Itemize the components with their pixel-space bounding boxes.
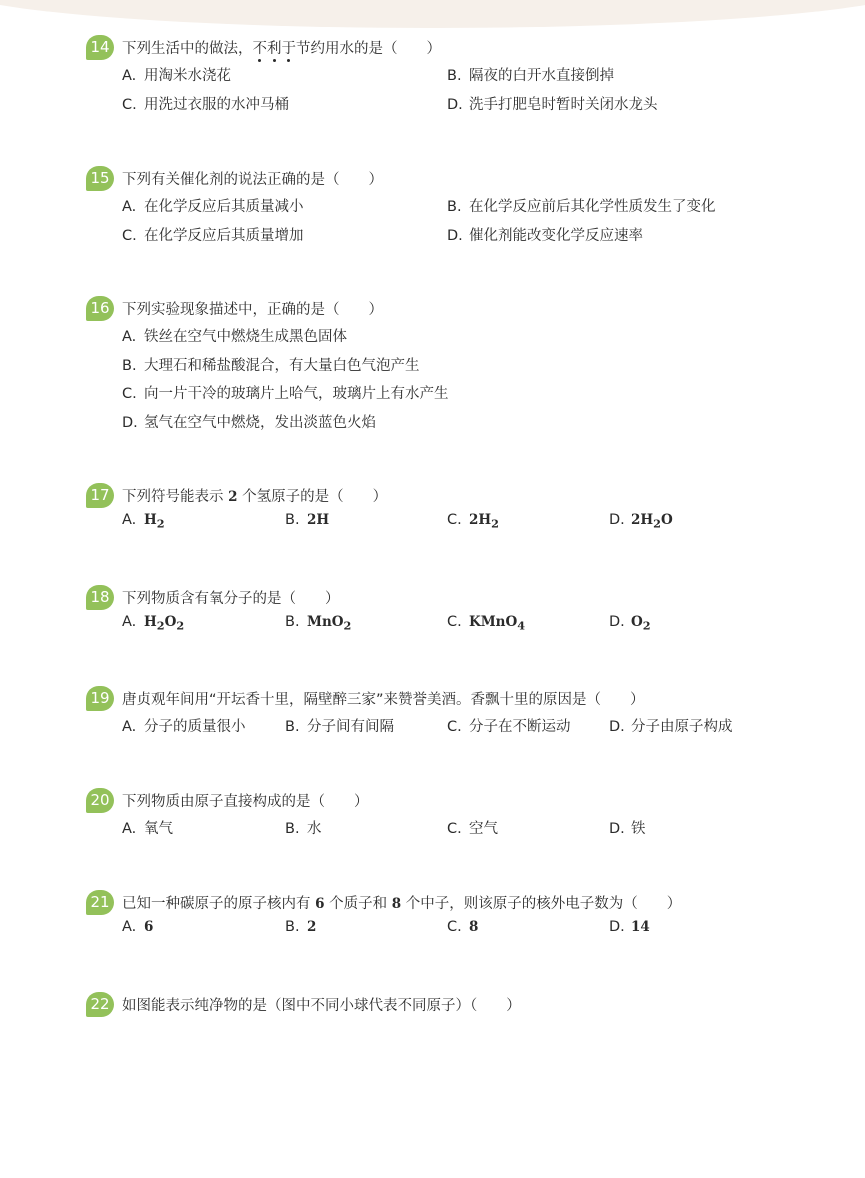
formula: $H_2$ bbox=[144, 512, 165, 531]
question-16 bbox=[86, 297, 806, 439]
formula: KMnO$_4$ bbox=[469, 614, 526, 633]
option-b[interactable]: B. 在化学反应前后其化学性质发生了变化 bbox=[447, 199, 716, 215]
formula: MnO$_2$ bbox=[307, 614, 352, 633]
option-d[interactable]: D. 14 bbox=[609, 919, 650, 935]
option-a[interactable]: A. 在化学反应后其质量减小 bbox=[122, 199, 304, 215]
option-d[interactable]: D. 催化剂能改变化学反应速率 bbox=[447, 227, 643, 244]
option-c[interactable]: C. KMnO$_4$ bbox=[447, 614, 526, 633]
option-d[interactable]: D. 铁 bbox=[609, 821, 646, 837]
option-b[interactable]: B. MnO$_2$ bbox=[285, 614, 352, 633]
option-c[interactable]: C. 在化学反应后其质量增加 bbox=[122, 227, 304, 244]
option-d[interactable]: D. 洗手打肥皂时暂时关闭水龙头 bbox=[447, 96, 658, 113]
option-c[interactable]: C. 用洗过衣服的水冲马桶 bbox=[122, 96, 289, 113]
question-stem: 已知一种碳原子的原子核内有 6 个质子和 8 个中子，则该原子的核外电子数为（ ） bbox=[122, 896, 682, 912]
option-b[interactable]: B. 2H bbox=[285, 512, 330, 528]
formula: $2H_2O$ bbox=[631, 512, 673, 531]
question-stem: 下列符号能表示 2 个氢原子的是（ ） bbox=[122, 489, 388, 505]
option-c[interactable]: C. $2H_2$ bbox=[447, 512, 499, 531]
question-14 bbox=[86, 36, 806, 121]
formula: $O_2$ bbox=[631, 614, 651, 633]
header-decoration bbox=[0, 0, 865, 28]
option-a[interactable]: A. 铁丝在空气中燃烧生成黑色固体 bbox=[122, 329, 347, 345]
formula: $H_2O_2$ bbox=[144, 614, 185, 633]
question-stem: 下列有关催化剂的说法正确的是（ ） bbox=[122, 172, 383, 188]
emphasis-char: 利 bbox=[267, 41, 282, 57]
option-a[interactable]: A. 分子的质量很小 bbox=[122, 719, 246, 735]
question-number-badge: 18 bbox=[86, 585, 114, 610]
question-number-badge: 16 bbox=[86, 296, 114, 321]
option-a[interactable]: A. $H_2$ bbox=[122, 512, 165, 531]
option-b[interactable]: B. 分子间有间隔 bbox=[285, 719, 394, 735]
question-19 bbox=[86, 687, 806, 744]
question-number-badge: 20 bbox=[86, 788, 114, 813]
option-a[interactable]: A. 6 bbox=[122, 919, 154, 935]
question-number-badge: 22 bbox=[86, 992, 114, 1017]
formula: $2H_2$ bbox=[469, 512, 499, 531]
option-b[interactable]: B. 隔夜的白开水直接倒掉 bbox=[447, 68, 614, 84]
emphasis-char: 不 bbox=[252, 41, 267, 57]
option-b[interactable]: B. 大理石和稀盐酸混合，有大量白色气泡产生 bbox=[122, 357, 420, 374]
option-d[interactable]: D. 氢气在空气中燃烧，发出淡蓝色火焰 bbox=[122, 414, 376, 431]
option-d[interactable]: D. $O_2$ bbox=[609, 614, 651, 633]
question-22 bbox=[86, 993, 806, 1021]
formula: 2H bbox=[307, 512, 330, 528]
question-20 bbox=[86, 789, 806, 846]
option-a[interactable]: A. 用淘米水浇花 bbox=[122, 68, 231, 84]
question-17 bbox=[86, 484, 806, 541]
option-c[interactable]: C. 8 bbox=[447, 919, 479, 935]
question-18 bbox=[86, 586, 806, 643]
question-number-badge: 14 bbox=[86, 35, 114, 60]
option-a[interactable]: A. $H_2O_2$ bbox=[122, 614, 185, 633]
option-c[interactable]: C. 空气 bbox=[447, 821, 498, 837]
question-stem: 下列生活中的做法，不利于节约用水的是（ ） bbox=[122, 41, 441, 57]
question-number-badge: 15 bbox=[86, 166, 114, 191]
option-b[interactable]: B. 水 bbox=[285, 821, 322, 837]
option-c[interactable]: C. 向一片干冷的玻璃片上哈气，玻璃片上有水产生 bbox=[122, 386, 449, 402]
option-d[interactable]: D. 分子由原子构成 bbox=[609, 719, 733, 735]
option-c[interactable]: C. 分子在不断运动 bbox=[447, 719, 571, 735]
option-b[interactable]: B. 2 bbox=[285, 919, 317, 935]
question-stem: 唐贞观年间用“开坛香十里，隔壁醉三家”来赞誉美酒。香飘十里的原因是（ ） bbox=[122, 692, 645, 708]
question-number-badge: 21 bbox=[86, 890, 114, 915]
question-stem: 下列物质由原子直接构成的是（ ） bbox=[122, 794, 369, 810]
option-d[interactable]: D. $2H_2O$ bbox=[609, 512, 673, 531]
question-stem: 下列物质含有氧分子的是（ ） bbox=[122, 591, 340, 607]
question-stem: 如图能表示纯净物的是（图中不同小球代表不同原子）（ ） bbox=[122, 998, 521, 1014]
question-15 bbox=[86, 167, 806, 252]
question-21 bbox=[86, 891, 806, 948]
question-number-badge: 19 bbox=[86, 686, 114, 711]
option-a[interactable]: A. 氧气 bbox=[122, 821, 173, 837]
emphasis-char: 于 bbox=[281, 41, 296, 57]
question-number-badge: 17 bbox=[86, 483, 114, 508]
question-stem: 下列实验现象描述中，正确的是（ ） bbox=[122, 302, 383, 318]
